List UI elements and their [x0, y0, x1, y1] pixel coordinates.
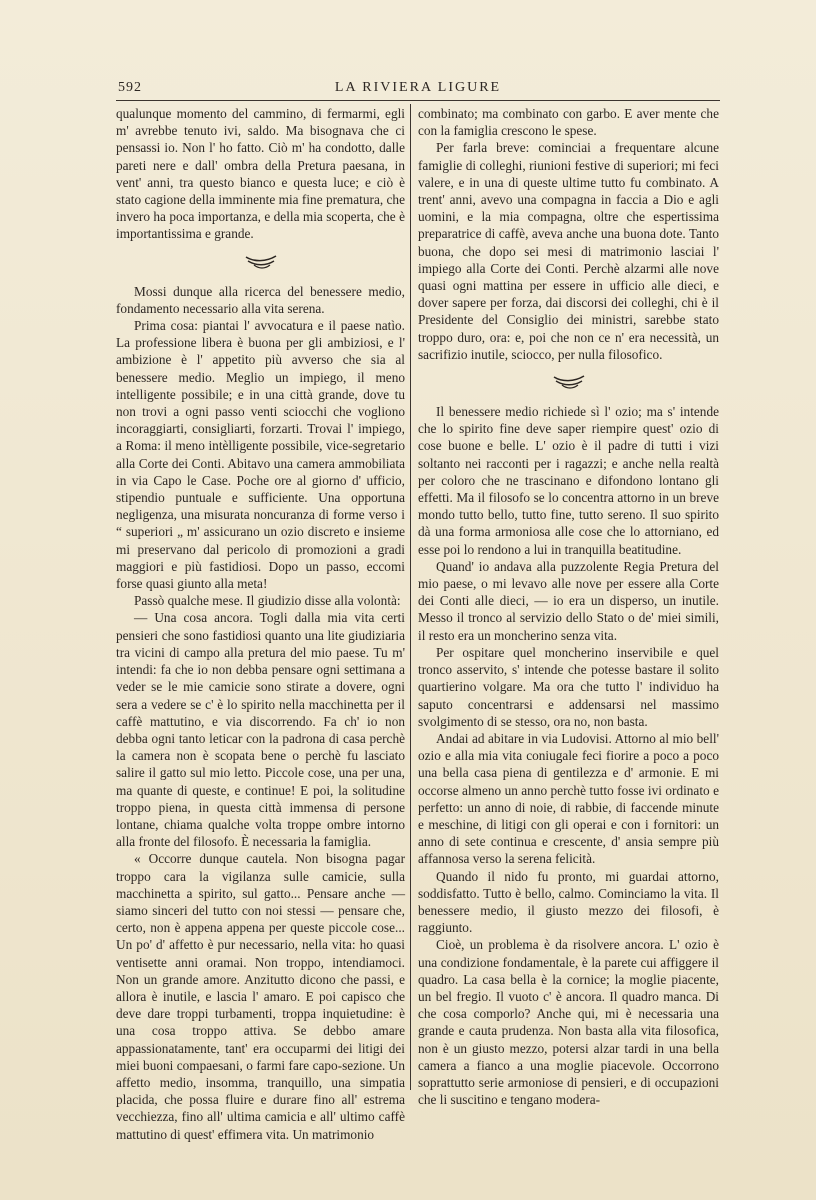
paragraph: Quando il nido fu pronto, mi guardai attorno, soddisfatto. Tutto è bello, calmo. Cominciamo la vita. Il benessere medio, il giusto mezzo dei filosofi, è raggiunto.: [418, 868, 719, 936]
column-divider: [410, 104, 411, 1090]
paragraph: Cioè, un problema è da risolvere ancora. L' ozio è una condizione fondamentale, è la parete cui affiggere il quadro. La casa bella è la cornice; la moglie piacente, un bel fregio. Il vuoto c' è ancora. Il quadro manca. Di che cosa comporlo? Anche qui, mi è necessaria una grande e cauta prudenza. Non basta alla vita filosofica, non è un giusto mezzo, potersi alzar tardi in una bella camera a fianco a una moglie piacevole. Occorrono soprattutto serie armoniose di pensieri, e di occupazioni che li suscitino e tengano modera-: [418, 937, 719, 1108]
left-column: [116, 105, 405, 1143]
right-column: [418, 105, 719, 1108]
paragraph: Per ospitare quel moncherino inservibile e quel tronco asservito, s' intende che potesse bastare il solito quartierino volgare. Ma ora che tutto l' individuo ha saputo concentrarsi e addensarsi nel massimo svolgimento di se stesso, ora no, non basta.: [418, 644, 719, 729]
paragraph: — Una cosa ancora. Togli dalla mia vita certi pensieri che sono fastidiosi quanto una lite giudiziaria tra vicini di campo alla pretura del mio paese. Tu m' intendi: fa che io non debba pensare ogni settimana a veder se le mie camicie sono stirate a dovere, ogni sera a vedere se c' è lo spirito nella macchinetta per il caffè mattutino, e via discorrendo. Fa ch' io non debba ogni tanto leticar con la padrona di casa perchè la camera non è scopata bene o perchè fu lasciato salire il gatto sul mio letto. Piccole cose, una per una, ma quante di queste, e continue! E poi, la solitudine troppo piena, in questa città immensa di persone lontane, chiama qualche volta troppe ombre intorno alla fronte del filosofo. È necessaria la famiglia.: [116, 610, 405, 850]
paragraph: Quand' io andava alla puzzolente Regia Pretura del mio paese, o mi levavo alle nove per essere alla Corte dei Conti alle dieci, — io era un disperso, un inutile. Messo il tronco al servizio dello Stato o de' miei simili, il resto era un moncherino senza vita.: [418, 558, 719, 643]
header-rule: [116, 100, 720, 101]
paragraph: Andai ad abitare in via Ludovisi. Attorno al mio bell' ozio e alla mia vita coniugale feci fiorire a poco a poco una bella casa piena di gentilezza e d' armonie. E mi occorse almeno un anno perchè tutto fosse ivi ordinato e perfetto: un anno di noie, di rabbie, di faccende minute e meschine, di litigi con gli operai e con i fornitori: un anno di sete continua e crescente, d' ansia sempre più affannosa verso la serena felicità.: [418, 730, 719, 867]
page-header: [118, 80, 718, 100]
paragraph: combinato; ma combinato con garbo. E aver mente che con la famiglia crescono le spese.: [418, 106, 719, 139]
section-ornament: [244, 253, 278, 271]
section-ornament: [552, 373, 586, 391]
paragraph: Prima cosa: piantai l' avvocatura e il paese natìo. La professione libera è buona per gli ambiziosi, e l' ambizione è l' appetito più avverso che sia al benessere medio. Meglio un impiego, il meno intelligente possibile; e in una città grande, dove tu non trovi a ogni passo venti sciocchi che vogliono incoraggiarti, consigliarti, forzarti. Trovai l' impiego, a Roma: il meno intèlligente possibile, vice-segretario alla Corte dei Conti. Abitavo una camera ammobiliata in via Capo le Case. Poche ore al giorno d' ufficio, stipendio puntuale e sufficiente. Una opportuna negligenza, una misurata noncuranza di forme verso i “ superiori „ m' assicurano un ozio discreto e insieme mi preservano dal pericolo di promozioni a gradi maggiori e più fastidiosi. Dopo un passo, eccomi forse quasi giunto alla meta!: [116, 318, 405, 592]
paragraph: « Occorre dunque cautela. Non bisogna pagar troppo cara la vigilanza sulle camicie, sulla macchinetta a spirito, sul gatto... Pensare anche — siamo sinceri del tutto con noi stessi — pensare che, certo, non è appena appena per queste piccole cose... Un po' d' affetto è pur necessario, nella vita: ho quasi ventisette anni oramai. Non troppo, intendiamoci. Non un grande amore. Anzitutto dicono che passi, e allora è inutile, e lascia l' amaro. E poi capisco che deve dare troppi turbamenti, troppa inquietudine: è una cosa troppo attiva. Se debbo amare appassionatamente, tant' era occuparmi dei litigi dei miei buoni compaesani, o farmi fare capo-sezione. Un affetto medio, insomma, tranquillo, una simpatia placida, che possa fluire e durare fino all' estrema vecchiezza, fino all' ultima camicia e all' ultimo caffè mattutino di quest' effimera vita. Un matrimonio: [116, 851, 405, 1142]
paragraph: Mossi dunque alla ricerca del benessere medio, fondamento necessario alla vita serena.: [116, 283, 405, 316]
paragraph: Passò qualche mese. Il giudizio disse alla volontà:: [134, 593, 401, 609]
page-number: 592: [118, 80, 142, 95]
running-title: LA RIVIERA LIGURE: [334, 80, 502, 95]
paragraph: Il benessere medio richiede sì l' ozio; ma s' intende che lo spirito fine deve saper riempire quest' ozio di cose buone e belle. L' ozio è il padre di tutti i vizi soltanto nei racconti per i ragazzi; e anche nella realtà per coloro che ne trascinano e difondono lontano gli effetti. Ma il filosofo se lo concentra attorno in un breve mondo tutto bello, tutto fine, tutto sereno. Il suo spirito dà una forma armoniosa alle cose che lo attorniano, ed esse poi lo rendono a lui in tranquilla beatitudine.: [418, 404, 719, 557]
paragraph: Per farla breve: cominciai a frequentare alcune famiglie di colleghi, riunioni festive di superiori; mi feci valere, e in una di queste ultime tutto fu combinato. A trent' anni, avevo una compagna in faccia a Dio e agli uomini, e la mia compagna, oltre che espertissima preparatrice di caffè, aveva anche una buona dote. Tanto buona, che dopo sei mesi di matrimonio lasciai l' impiego alla Corte dei Conti. Perchè alzarmi alle nove quasi ogni mattina per essere in ufficio alle dieci, e dover sapere per forza, dai discorsi dei colleghi, chi è il Presidente del Consiglio dei ministri, sarebbe stato troppo duro, ora: e, poi che non ce n' era necessità, un sacrifizio inutile, sciocco, per nulla filosofico.: [418, 140, 719, 362]
paragraph: qualunque momento del cammino, di fermarmi, egli m' avrebbe tenuto ivi, saldo. Ma bisognava che ci pensassi io. Non l' ho fatto. Ciò m' ha condotto, dalle pareti nere e dall' ombra della Pretura paesana, in vent' anni, tra questo bianco e questa luce; e ciò è stato cagione della imminente mia fine prematura, che invero ha poca importanza, e della mia scoperta, che è importantissima e grande.: [116, 106, 405, 242]
